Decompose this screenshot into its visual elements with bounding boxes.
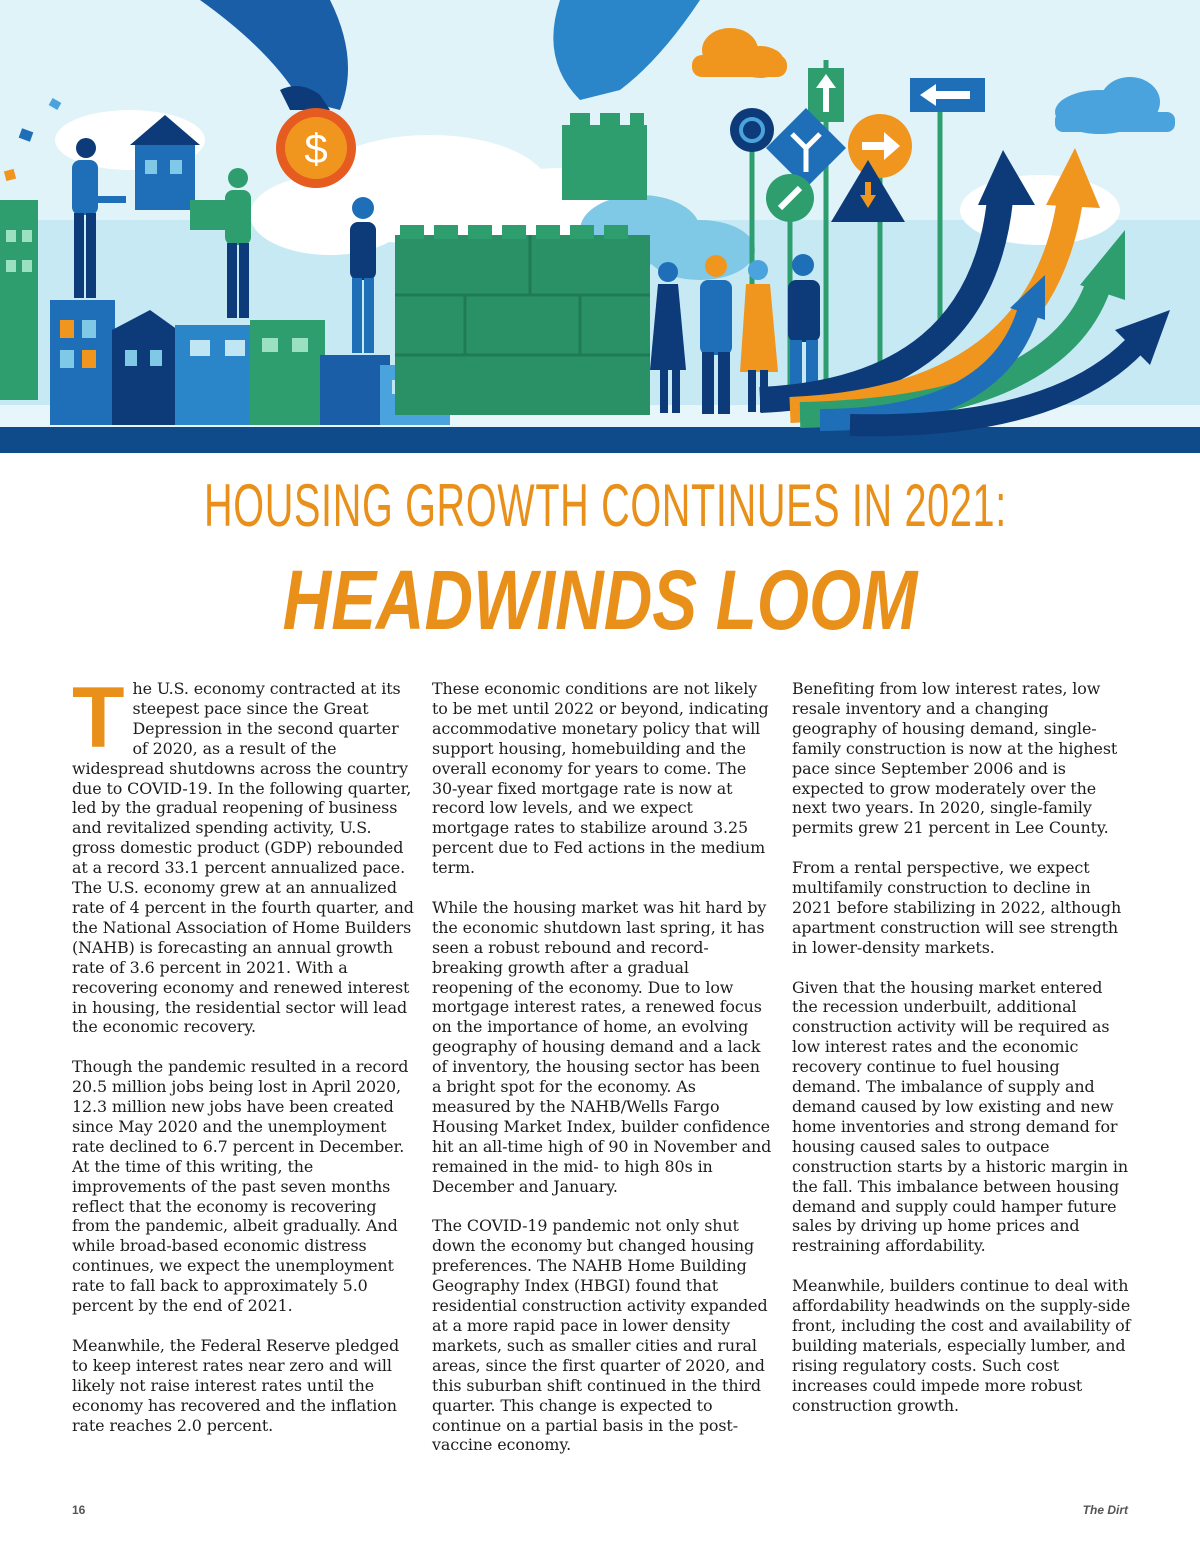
article-paragraph: Meanwhile, builders continue to deal with affordability headwinds on the supply-side front, including the cost and availability of building materials, especially lumber, and rising regulatory costs. Such cost increases could impede more robust construction growth. [792,1276,1131,1415]
article-paragraph: Meanwhile, the Federal Reserve pledged to keep interest rates near zero and will likely not raise interest rates until the economy has recovered and the inflation rate reaches 2.0 percent. [72,1335,400,1435]
article-paragraph: The COVID-19 pandemic not only shut down the economy but changed housing preferences. The NAHB Home Building Geography Index (HBGI) found that residential construction activity expanded at a more rapid pace in lower density markets, such as smaller cities and rural areas, since the first quarter of 2020, and this suburban shift continued in the third quarter. This change is expected to continue on a partial basis in the post-vaccine economy. [432,1216,768,1455]
article-paragraph: While the housing market was hit hard by the economic shutdown last spring, it has seen a robust rebound and record-breaking growth after a gradual reopening of the economy. Due to low mortgage interest rates, a renewed focus on the importance of home, an evolving geography of housing demand and a lack of inventory, the housing sector has been a bright spot for the economy. As measured by the NAHB/Wells Fargo Housing Market Index, builder confidence hit an all-time high of 90 in November and remained in the mid- to high 80s in December and January. [432,897,772,1196]
article-column-1 [72,670,414,1455]
article-paragraph: Though the pandemic resulted in a record 20.5 million jobs being lost in April 2020, 12.3 million new jobs have been created since May 2020 and the unemployment rate declined to 6.7 percent in December. At the time of this writing, the improvements of the past seven months reflect that the economy is recovering from the pandemic, albeit gradually. And while broad-based economic distress continues, we expect the unemployment rate to fall back to approximately 5.0 percent by the end of 2021. [72,1057,409,1316]
hero-illustration [0,0,1200,453]
block-icon [562,113,647,200]
refresh-sign-icon [730,108,774,152]
page-number: 16 [72,1503,86,1517]
arrow-up-sign-icon [808,68,844,122]
diagonal-arrow-sign-icon [766,174,814,222]
article-paragraph: From a rental perspective, we expect multifamily construction to decline in 2021 before stabilizing in 2022, although apartment construction will see strength in lower-density markets. [792,858,1122,957]
article-column-2 [432,679,774,1475]
article-paragraph: Benefiting from low interest rates, low resale inventory and a changing geography of housing demand, single-family construction is now at the highest pace since September 2006 and is expected to grow moderately over the next two years. In 2020, single-family permits grew 21 percent in Lee County. [792,679,1118,838]
drop-cap: T [72,670,125,766]
article-paragraph: These economic conditions are not likely to be met until 2022 or beyond, indicating accommodative monetary policy that will support housing, homebuilding and the overall economy for years to come. The 30-year fixed mortgage rate is now at record low levels, and we expect mortgage rates to stabilize around 3.25 percent due to Fed actions in the medium term. [432,679,769,878]
article-paragraph: Given that the housing market entered the recession underbuilt, additional construction activity will be required as low interest rates and the economic recovery continue to fuel housing demand. The imbalance of supply and demand caused by low existing and new home inventories and strong demand for housing caused sales to outpace construction starts by a historic margin in the fall. This imbalance between housing demand and supply could hamper future sales by driving up home prices and restraining affordability. [792,977,1128,1256]
article-paragraph: The U.S. economy contracted at its steepest pace since the Great Depression in the second quarter of 2020, as a result of the widespread shutdowns across the country due to COVID-19. In the following quarter, led by the gradual reopening of business and revitalized spending activity, U.S. gross domestic product (GDP) rebounded at a record 33.1 percent annualized pace. The U.S. economy grew at an annualized rate of 4 percent in the fourth quarter, and the National Association of Home Builders (NAHB) is forecasting an annual growth rate of 3.6 percent in 2021. With a recovering economy and renewed interest in housing, the residential sector will lead the economic recovery. [72,670,414,1037]
block-stack-icon [395,225,650,415]
arrow-right-sign-icon [848,114,912,178]
arrow-left-sign-icon [910,78,985,112]
headline-line-2: HEADWINDS LOOM [282,553,918,647]
coin-symbol: $ [304,125,328,172]
article-column-3 [792,679,1132,1435]
coin-icon [276,108,356,188]
publication-name: The Dirt [1082,1503,1128,1517]
headline-line-1: HOUSING GROWTH CONTINUES IN 2021: [203,472,1007,539]
